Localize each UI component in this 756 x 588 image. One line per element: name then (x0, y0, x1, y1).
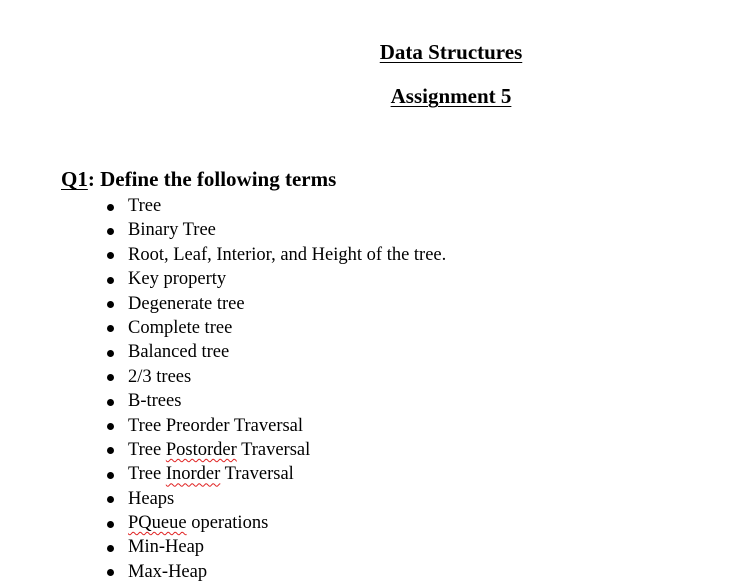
term-label: 2/3 trees (128, 366, 192, 387)
list-item (105, 267, 446, 291)
term-label: Max-Heap (128, 561, 208, 582)
list-item (105, 316, 446, 340)
list-item (105, 389, 446, 413)
term-label: Balanced tree (128, 342, 230, 363)
terms-list (105, 194, 446, 584)
list-item (105, 292, 446, 316)
term-label: Degenerate tree (128, 293, 245, 314)
term-label: Root, Leaf, Interior, and Height of the tree. (128, 244, 447, 265)
list-item (105, 487, 446, 511)
list-item (105, 511, 446, 535)
term-label-post: operations (186, 513, 269, 534)
term-label: B-trees (128, 391, 182, 412)
list-item (105, 535, 446, 559)
spellcheck-flagged-word[interactable]: PQueue (128, 513, 187, 534)
list-item (105, 414, 446, 438)
term-label: Binary Tree (128, 220, 216, 241)
question-prompt: : Define the following terms (87, 167, 337, 191)
term-label-pre: Tree (128, 439, 166, 460)
term-label: Tree Preorder Traversal (128, 415, 304, 436)
spellcheck-flagged-word[interactable]: Postorder (165, 439, 237, 460)
document-title: Data Structures (379, 40, 523, 64)
question-number: Q1 (61, 167, 88, 191)
list-item (105, 438, 446, 462)
term-label-post: Traversal (236, 439, 311, 460)
list-item (105, 243, 446, 267)
question-heading (61, 167, 336, 192)
term-label: Complete tree (128, 317, 233, 338)
term-label-pre: Tree (128, 464, 166, 485)
list-item (105, 560, 446, 584)
term-label: Min-Heap (128, 537, 205, 558)
list-item (105, 462, 446, 486)
term-label: Tree (128, 196, 162, 216)
term-label: Key property (128, 269, 227, 290)
term-label: Heaps (128, 488, 175, 509)
list-item (105, 340, 446, 364)
list-item (105, 218, 446, 242)
list-item (105, 365, 446, 389)
term-label-post: Traversal (220, 464, 294, 485)
spellcheck-flagged-word[interactable]: Inorder (165, 464, 221, 485)
document-subtitle: Assignment 5 (390, 84, 512, 108)
list-item (105, 194, 446, 218)
